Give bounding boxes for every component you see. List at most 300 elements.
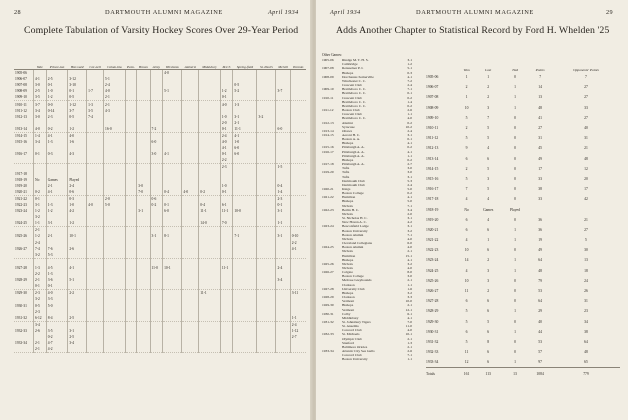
value-cell: 7 — [465, 187, 468, 192]
table-row — [426, 164, 620, 174]
score-cell: 4-1 — [220, 145, 233, 151]
score-cell — [137, 346, 150, 353]
score: 0-2 — [407, 103, 412, 108]
score-cell — [68, 157, 87, 164]
value-cell: 0 — [514, 156, 516, 161]
score-cell — [150, 252, 163, 259]
value-cell: 0 — [514, 197, 516, 202]
table-row — [426, 113, 620, 123]
score-cell — [137, 290, 150, 297]
column-header: Har-vard — [68, 53, 87, 70]
season-cell — [14, 321, 34, 328]
score: 1-2 — [407, 62, 412, 67]
season-cell: 1907-08 — [426, 95, 439, 100]
season: 1916-17 — [322, 149, 334, 154]
score-cell — [150, 157, 163, 164]
score-cell — [220, 290, 233, 297]
season-cell: 1906-07 — [15, 77, 27, 82]
score-cell: 0-5 — [34, 302, 47, 308]
score-cell — [199, 227, 221, 234]
value-cell: 79 — [538, 278, 542, 283]
score-cell: 11-1 — [220, 265, 233, 271]
score-cell — [163, 132, 182, 139]
score-cell: 3-1 — [68, 328, 87, 334]
opponent: Boston Club — [342, 108, 360, 113]
score-cell: 1-2 — [46, 94, 68, 101]
score-cell: 0-1 — [276, 202, 290, 208]
score-cell — [137, 315, 150, 322]
table-row — [426, 296, 620, 306]
score-cell: 3-11 — [290, 290, 306, 297]
column-header: Army — [150, 53, 163, 70]
score-cell — [220, 227, 233, 234]
score-cell: 2-4 — [220, 132, 233, 139]
value-cell: 5 — [465, 136, 468, 141]
value-cell: 1 — [514, 309, 516, 314]
opponent: Rensselaer P. I. — [342, 66, 364, 71]
season-cell: 1915-16 — [426, 176, 439, 181]
season-cell: 1908-09 — [426, 105, 439, 110]
value-cell: 49 — [538, 248, 542, 253]
score-cell — [87, 252, 104, 259]
value-cell: 48 — [538, 105, 542, 110]
score-cell — [163, 94, 182, 101]
column-header — [426, 60, 459, 72]
score-cell: 4-0 — [182, 189, 199, 196]
score: 3-2 — [407, 261, 412, 266]
score: 4-0 — [407, 265, 412, 270]
value-cell: 2 — [465, 126, 468, 131]
opponent: Clarkson — [342, 282, 355, 287]
score-cell: 6-12 — [34, 315, 47, 322]
score-cell: 2-1 — [233, 120, 257, 126]
score: 12-1 — [405, 307, 412, 312]
season-cell: 1914-15 — [15, 133, 27, 138]
season-cell — [14, 283, 34, 290]
score-cell: 2-2 — [34, 271, 47, 277]
season-cell: 1930-31 — [426, 329, 439, 334]
table-row — [426, 133, 620, 143]
score-cell — [257, 157, 276, 164]
score-cell — [68, 346, 87, 353]
score-cell — [46, 157, 68, 164]
season-cell: 1931-32 — [14, 315, 34, 322]
table-row — [14, 189, 306, 196]
score-cell: 3-1 — [137, 208, 150, 214]
score-cell: 2-4 — [34, 240, 47, 246]
score-cell — [34, 157, 47, 164]
page-number: 29 — [606, 9, 613, 16]
value-cell: 97 — [538, 360, 542, 365]
season-cell: 1912-13 — [426, 146, 439, 151]
score-cell — [199, 346, 221, 353]
value-cell: 18 — [584, 268, 588, 273]
table-row — [14, 195, 306, 202]
score-cell: 1-2 — [34, 233, 47, 239]
score-cell: 6-0 — [150, 139, 163, 145]
score-cell — [104, 346, 126, 353]
score: 2-4 — [407, 128, 412, 133]
score-cell: 1-0 — [220, 114, 233, 120]
score-cell: 5-1 — [68, 277, 87, 283]
score-cell — [150, 189, 163, 196]
score-cell — [290, 70, 306, 77]
table-row — [14, 346, 306, 353]
score-cell — [182, 101, 199, 108]
score-cell: 14-0 — [199, 220, 221, 227]
table-row — [426, 204, 620, 214]
season-cell: 1920-21 — [426, 227, 439, 232]
score-cell — [233, 189, 257, 196]
opponent: Brattleboro C. C. — [342, 87, 367, 92]
season-record-table — [426, 60, 620, 379]
score-cell — [87, 70, 104, 77]
value-cell: 27 — [584, 85, 588, 90]
season: 1915-16 — [322, 145, 334, 150]
value-cell: 5 — [465, 176, 468, 181]
score: 3-1 — [407, 216, 412, 221]
score-cell: 4-0 — [87, 202, 104, 208]
score-cell — [257, 252, 276, 259]
score-cell — [34, 164, 47, 171]
score-cell — [87, 220, 104, 227]
score-cell — [220, 346, 233, 353]
score: 2-1 — [407, 249, 412, 254]
score-cell — [68, 321, 87, 328]
column-header: Prince-ton — [46, 53, 68, 70]
score: 10-0 — [405, 299, 412, 304]
season-cell — [14, 346, 34, 353]
value-cell: 8 — [487, 339, 490, 344]
score-cell: 0-2 — [34, 189, 47, 196]
season: 1914-15 — [322, 132, 334, 137]
score-cell: 11-0 — [150, 265, 163, 271]
score-cell — [125, 220, 137, 227]
score-cell — [150, 283, 163, 290]
score-cell: 4-5 — [46, 265, 68, 271]
score-cell — [220, 283, 233, 290]
opponent: Boston Alumni — [342, 245, 364, 250]
column-header: Midd-bury — [199, 53, 221, 70]
season-cell: 1918-19 — [15, 177, 27, 182]
value-cell — [552, 204, 620, 214]
score-cell: 4-7 — [46, 340, 68, 346]
score-cell: 1-0 — [46, 88, 68, 94]
score-cell: 4-1 — [46, 132, 68, 139]
value-cell: 17 — [538, 166, 542, 171]
score-cell — [125, 283, 137, 290]
score-cell — [46, 164, 68, 171]
score-cell: 3-0 — [34, 82, 47, 88]
score-cell — [233, 70, 257, 77]
score-cell: 0-1 — [220, 151, 233, 157]
score-cell — [137, 220, 150, 227]
value-cell: 23 — [584, 309, 588, 314]
value-cell: 0 — [514, 339, 516, 344]
score-cell: 4-3 — [68, 151, 87, 157]
season: 1930-31 — [322, 311, 334, 316]
opponent: Vermont — [342, 307, 355, 312]
score-cell: 7-4 — [87, 114, 104, 120]
score-cell — [150, 290, 163, 297]
score: 2-4 — [407, 182, 412, 187]
score-cell — [34, 70, 47, 77]
value-cell: 14 — [464, 258, 469, 263]
score-cell — [125, 164, 137, 171]
score-cell: 1-2 — [46, 208, 68, 214]
score-cell — [290, 252, 306, 259]
totals-row — [426, 368, 620, 379]
score-cell: 1-2 — [68, 220, 87, 227]
season-cell: 1916-17 — [15, 152, 27, 157]
season-cell: 1911-12 — [15, 108, 27, 113]
score-cell — [290, 283, 306, 290]
score-cell: 1-5 — [276, 164, 290, 171]
opponent: St. Johnsbury Tigers — [342, 320, 371, 324]
column-header: M.I.T. — [220, 53, 233, 70]
score-cell — [276, 94, 290, 101]
score-cell: 4-2 — [68, 208, 87, 214]
score-cell: 3-7 — [276, 88, 290, 94]
opponent: University Club — [342, 286, 365, 291]
score-cell: 2-4 — [104, 82, 126, 88]
table-row — [426, 72, 620, 82]
score-cell — [137, 94, 150, 101]
value-cell: 0 — [514, 289, 516, 294]
hockey-scores-table — [14, 53, 306, 353]
score: 4-1 — [407, 195, 412, 200]
page-title: Adds Another Chapter to Statistical Record by Ford H. Whelden '25 — [336, 25, 610, 36]
score-cell — [290, 195, 306, 202]
score: 10-1 — [405, 332, 412, 337]
score-cell: 0-2 — [199, 189, 221, 196]
season: 1933-34 — [322, 349, 334, 354]
value-cell: 2 — [487, 258, 490, 263]
value-cell: 49 — [538, 156, 542, 161]
score-cell: 1-3 — [34, 265, 47, 271]
score-cell: 2-4 — [290, 321, 306, 328]
score-cell — [290, 126, 306, 133]
score-cell: 2-1 — [104, 94, 126, 101]
value-cell: 64 — [584, 339, 588, 344]
total-cell: 161 — [459, 368, 475, 379]
value-cell: 7 — [585, 75, 587, 80]
left-page — [0, 0, 312, 420]
opponent: Boston College — [342, 274, 364, 279]
season-cell: 1910-11 — [426, 126, 439, 131]
season-cell: 1911-12 — [426, 136, 439, 141]
value-cell: 19 — [538, 238, 542, 243]
value-cell: 1 — [514, 85, 516, 90]
season: 1929-30 — [322, 303, 334, 308]
score-cell: 0-1 — [220, 94, 233, 101]
value-cell: 2 — [487, 95, 490, 100]
score-cell — [46, 70, 68, 77]
season-cell: 1908-09 — [15, 89, 27, 94]
score-cell: 0-5 — [68, 114, 87, 120]
opponent: Vermont — [342, 299, 355, 304]
score-cell — [150, 227, 163, 234]
score: 1-1 — [407, 357, 412, 362]
score-cell — [125, 290, 137, 297]
value-cell: 12 — [464, 360, 469, 365]
score: 3-1 — [407, 58, 412, 63]
score-cell: 0-2 — [150, 202, 163, 208]
score-cell: 2-3 — [34, 290, 47, 297]
score-cell — [125, 70, 137, 77]
value-cell: 31 — [584, 136, 588, 141]
score: 2-1 — [407, 336, 412, 341]
opponent: Stanford — [342, 340, 355, 345]
value-cell: 0 — [514, 115, 516, 120]
value-cell: 3 — [487, 105, 490, 110]
season-cell: 1905-06 — [426, 75, 439, 80]
score-cell: 2-1 — [46, 233, 68, 239]
score-cell — [163, 227, 182, 234]
value-cell: 38 — [584, 329, 588, 334]
opponent: Tufts — [342, 170, 350, 175]
score: 3-2 — [407, 228, 412, 233]
score-cell — [276, 346, 290, 353]
season-cell: 1907-08 — [15, 83, 27, 88]
score-cell: 2-7 — [290, 334, 306, 340]
value-cell: 53 — [538, 339, 542, 344]
score-cell: 4-1 — [163, 151, 182, 157]
score-cell: 11-1 — [220, 208, 233, 214]
score-cell: 1-2 — [34, 208, 47, 214]
score: 2-1 — [407, 278, 412, 283]
score-cell — [46, 227, 68, 234]
score-cell — [87, 258, 104, 265]
score-cell: 2-3 — [46, 114, 68, 120]
opponent: Nichols — [342, 203, 353, 208]
score-cell — [104, 315, 126, 322]
value-cell: 6 — [487, 248, 490, 253]
table-row — [426, 143, 620, 153]
score-cell — [276, 315, 290, 322]
opponent: St. Nicholas H. C. — [342, 216, 368, 221]
season: 1927-28 — [322, 286, 334, 291]
score-cell — [87, 164, 104, 171]
score: 1-1 — [407, 112, 412, 117]
score-cell: 0-1 — [34, 283, 47, 290]
list-item — [322, 357, 414, 361]
table-row — [14, 290, 306, 297]
score-cell — [104, 258, 126, 265]
value-cell: 27 — [584, 115, 588, 120]
score-cell — [276, 132, 290, 139]
opponent: Alumni — [342, 120, 353, 125]
value-cell: 7 — [539, 75, 542, 80]
value-cell: 3 — [487, 176, 490, 181]
score: 7-1 — [407, 353, 412, 358]
table-row — [14, 70, 306, 77]
score: 5-1 — [407, 66, 412, 71]
score-cell — [125, 132, 137, 139]
score: 4-0 — [407, 116, 412, 121]
column-header: Yale — [34, 53, 47, 70]
score-cell — [257, 283, 276, 290]
column-header: Points — [535, 68, 545, 72]
score-cell: 0-6 — [150, 195, 163, 202]
opponent: Nichols — [342, 265, 353, 270]
score-cell — [233, 258, 257, 265]
score-cell: 3-1 — [276, 233, 290, 239]
value-cell: 48 — [538, 268, 542, 273]
score-cell: 3-10 — [68, 82, 87, 88]
score-cell — [125, 94, 137, 101]
table-row — [426, 174, 620, 184]
season: 1908-09 — [322, 74, 334, 79]
score-cell: 3-4 — [276, 277, 290, 283]
page-number: 28 — [14, 9, 21, 16]
score-cell — [257, 126, 276, 133]
score-cell — [104, 132, 126, 139]
column-header: Penn. — [125, 53, 137, 70]
score-cell: 2-1 — [34, 227, 47, 234]
table-row — [426, 286, 620, 296]
score: 4-0 — [407, 245, 412, 250]
opponent: Kings — [342, 187, 351, 191]
value-cell: 40 — [584, 126, 588, 131]
total-cell: Totals — [426, 368, 459, 379]
score: 10-2 — [405, 124, 412, 129]
score-cell: 3-1 — [150, 233, 163, 239]
score-cell — [150, 321, 163, 328]
season-cell: 1917-18 — [15, 171, 27, 176]
season: 1907-08 — [322, 66, 334, 71]
score-cell — [137, 70, 150, 77]
score-cell — [290, 227, 306, 234]
score-cell: 11-1 — [199, 290, 221, 297]
score-cell: 5-1 — [104, 76, 126, 82]
score-cell: 4-0 — [220, 101, 233, 108]
value-cell: 0 — [514, 187, 516, 192]
score-cell: 2-2 — [68, 290, 87, 297]
season: 1932-33 — [322, 332, 334, 337]
score: 1-6 — [407, 286, 412, 291]
season: 1917-18 — [322, 162, 334, 167]
table-row — [14, 227, 306, 234]
season-cell: 1920-21 — [14, 189, 34, 196]
score-cell: 3-5 — [87, 108, 104, 114]
season-cell — [14, 227, 34, 234]
score: 2-0 — [407, 211, 412, 216]
score-cell — [257, 70, 276, 77]
season: 1912-13 — [322, 120, 334, 125]
score-cell: 4-0 — [163, 70, 182, 77]
score-cell — [290, 346, 306, 353]
score-cell — [233, 94, 257, 101]
value-cell: 6 — [465, 299, 468, 304]
score-cell — [125, 346, 137, 353]
score-cell — [163, 346, 182, 353]
opponent: Tufts — [342, 166, 350, 171]
table-row — [14, 101, 306, 108]
opponent: Dorchester-Somerville — [342, 74, 374, 79]
score-cell: 4-0 — [34, 126, 47, 133]
score-cell — [220, 315, 233, 322]
opponent: Tufts — [342, 174, 350, 179]
score-cell: 11-1 — [233, 126, 257, 133]
score-cell — [199, 252, 221, 259]
score-cell — [125, 157, 137, 164]
value-cell: 13 — [538, 95, 542, 100]
opponent: Berlin H. C. — [342, 207, 360, 212]
value-cell: 5 — [487, 136, 490, 141]
season-cell: 1905-06 — [15, 71, 27, 76]
score-cell — [87, 189, 104, 196]
